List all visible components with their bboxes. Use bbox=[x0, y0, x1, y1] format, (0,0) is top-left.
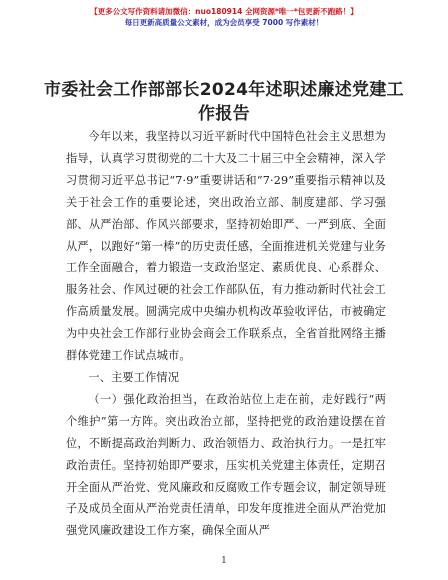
intro-paragraph: 今年以来，我坚持以习近平新时代中国特色社会主义思想为指导，认真学习贯彻党的二十大及二十届三中全会精神，深入学习贯彻习近平总书记“7·9”重要讲话和“7·29”重要指示精神以及关于社会工作的重要论述，突出政治立部、制度建部、学习强部、从严治部、作风兴部要求，坚持初始即严、一严到底、全面从严，以跑好“第一棒”的历史责任感，全面推进机关党建与业务工作全面融合，着力锻造一支政治坚定、素质优良、心系群众、服务社会、作风过硬的社会工作部队伍，有力推动新时代社会工作高质量发展。圆满完成中央编办机构改革验收评估，市被确定为中央社会工作部行业协会商会工作联系点，全省首批网络主播群体党建工作试点城市。 bbox=[66, 130, 386, 363]
section-paragraph: （一）强化政治担当，在政治站位上走在前，走好践行“两个维护”第一方阵。突出政治立部，坚持把党的政治建设摆在首位，不断提高政治判断力、政治领悟力、政治执行力。一是扛牢政治责任。坚持初始即严要求，压实机关党建主体责任，定期召开全面从严治党、党风廉政和反腐败工作专题会议，制定领导班子及成员全面从严治党责任清单，印发年度推进全面从严治党加强党风廉政建设工作方案，确保全面从严 bbox=[66, 392, 386, 538]
promo-notice-line-1: 【更多公文写作资料请加微信：nuo180914 全网资源*唯一*包更新不跑路！】 bbox=[90, 7, 358, 16]
section-heading: 一、主要工作情况 bbox=[88, 370, 180, 384]
promo-notice bbox=[0, 6, 448, 28]
page-number: 1 bbox=[221, 556, 227, 566]
document-title: 市委社会工作部部长2024年述职述廉述党建工作报告 bbox=[44, 80, 404, 124]
document-body bbox=[66, 126, 386, 542]
promo-notice-line-2: 每日更新高质量公文素材，成为会员享受 7000 写作素材！ bbox=[124, 18, 324, 27]
